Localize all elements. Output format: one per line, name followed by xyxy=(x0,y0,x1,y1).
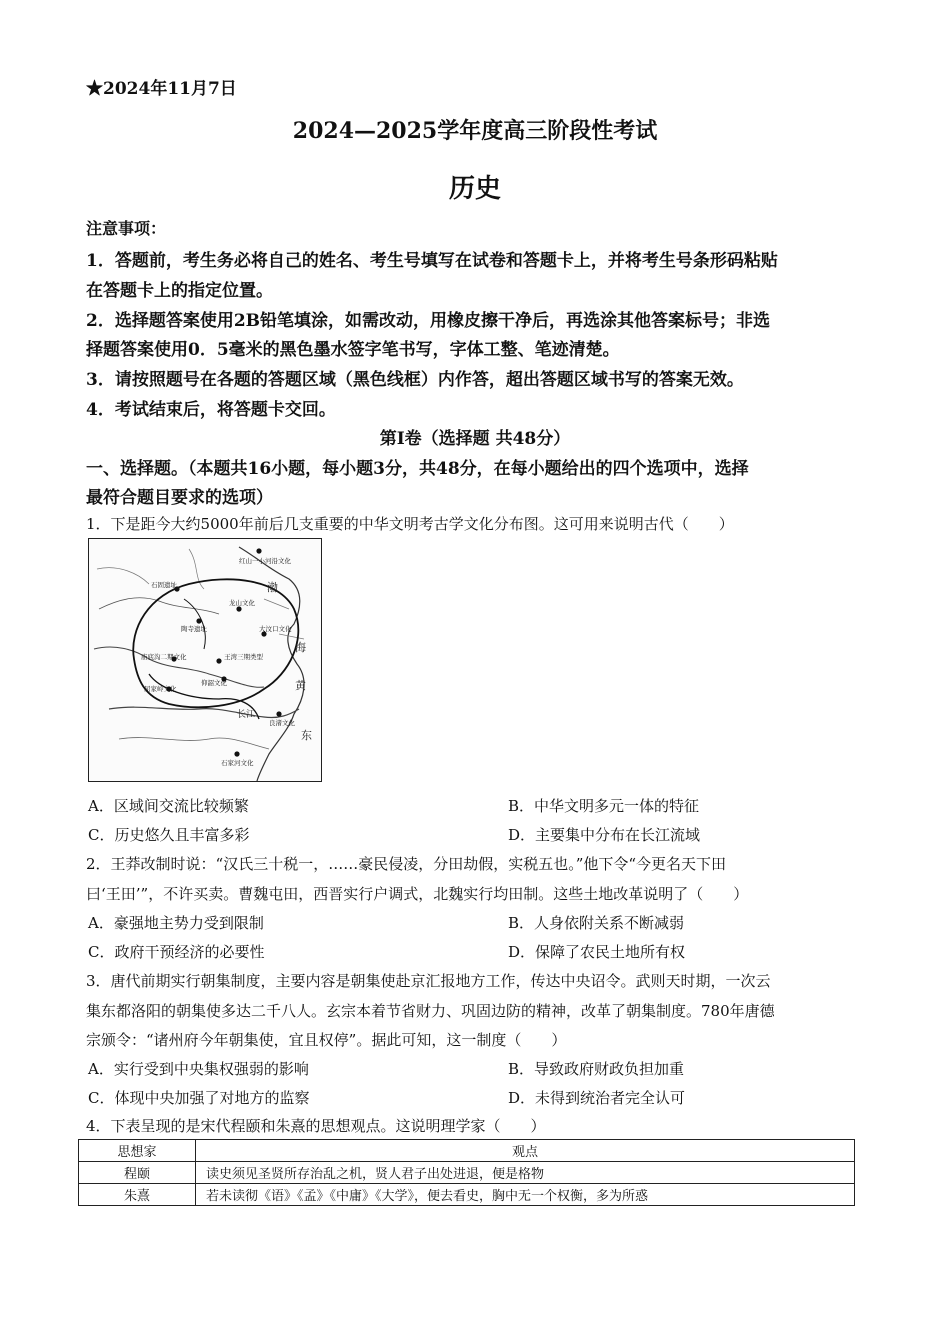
section-instruction: 一、选择题。（本题共16小题，每小题3分，共48分，在每小题给出的四个选项中，选择 xyxy=(86,459,749,479)
map-label: 红山一小河沿文化 xyxy=(239,557,291,565)
table-header-row xyxy=(79,1140,855,1162)
question-3-stem: 宗颁令：“诸州府今年朝集使，宜且权停”。据此可知，这一制度（ ） xyxy=(86,1031,567,1049)
table-cell-thinker: 朱熹 xyxy=(79,1184,196,1206)
question-1-stem: 1．下是距今大约5000年前后几支重要的中华文明考古学文化分布图。这可用来说明古代（ ） xyxy=(86,515,734,533)
question-1-option-d[interactable]: D．主要集中分布在长江流域 xyxy=(508,826,701,844)
map-drawing xyxy=(89,539,321,781)
question-4-stem: 4．下表呈现的是宋代程颐和朱熹的思想观点。这说明理学家（ ） xyxy=(86,1117,546,1135)
notice-line: 2．选择题答案使用2B铅笔填涂，如需改动，用橡皮擦干净后，再选涂其他答案标号；非选 xyxy=(86,311,771,331)
map-label: 良渚文化 xyxy=(269,719,295,727)
question-2-option-b[interactable]: B．人身依附关系不断减弱 xyxy=(508,914,685,932)
question-2-option-d[interactable]: D．保障了农民土地所有权 xyxy=(508,943,686,961)
map-label: 石家河文化 xyxy=(221,759,254,767)
question-3-option-a[interactable]: A．实行受到中央集权强弱的影响 xyxy=(88,1060,309,1078)
question-3-stem: 集东都洛阳的朝集使多达二千八人。玄宗本着节省财力、巩固边防的精神，改革了朝集制度。780年唐德 xyxy=(86,1002,775,1020)
question-2-stem: 2．王莽改制时说：“汉氏三十税一，……豪民侵凌，分田劫假，实税五也。”他下令“今更名天下田 xyxy=(86,855,727,873)
map-label: 仰韶文化 xyxy=(201,679,227,687)
map-label: 海 xyxy=(295,641,306,654)
table-cell-view: 读史须见圣贤所存治乱之机，贤人君子出处进退，便是格物 xyxy=(196,1162,855,1184)
table-header-thinker: 思想家 xyxy=(79,1140,196,1162)
notice-line: 择题答案使用0．5毫米的黑色墨水签字笔书写，字体工整、笔迹清楚。 xyxy=(86,340,620,360)
question-1-option-a[interactable]: A．区域间交流比较频繁 xyxy=(88,797,249,815)
map-label: 庙底沟二期文化 xyxy=(141,653,187,661)
map-label: 王湾三期类型 xyxy=(224,653,263,661)
map-label: 长江 xyxy=(237,710,256,720)
table-header-view: 观点 xyxy=(196,1140,855,1162)
notice-line: 1．答题前，考生务必将自己的姓名、考生号填写在试卷和答题卡上，并将考生号条形码粘贴 xyxy=(86,251,778,271)
question-2-option-a[interactable]: A．豪强地主势力受到限制 xyxy=(88,914,264,932)
question-3-stem: 3．唐代前期实行朝集制度，主要内容是朝集使赴京汇报地方工作，传达中央诏令。武则天时期，一次云 xyxy=(86,972,771,990)
question-3-option-b[interactable]: B．导致政府财政负担加重 xyxy=(508,1060,685,1078)
map-label: 陶寺遗址 xyxy=(181,625,207,633)
notice-line: 3．请按照题号在各题的答题区域（黑色线框）内作答，超出答题区域书写的答案无效。 xyxy=(86,370,744,390)
notice-line: 在答题卡上的指定位置。 xyxy=(86,281,273,301)
exam-subject: 历史 xyxy=(448,174,501,204)
question-1-option-b[interactable]: B．中华文明多元一体的特征 xyxy=(508,797,700,815)
section-title: 第Ⅰ卷（选择题 共48分） xyxy=(379,429,571,449)
map-label: 大汶口文化 xyxy=(259,625,292,633)
table-row xyxy=(79,1184,855,1206)
question-3-option-d[interactable]: D．未得到统治者完全认可 xyxy=(508,1089,686,1107)
table-cell-thinker: 程颐 xyxy=(79,1162,196,1184)
notice-heading: 注意事项： xyxy=(86,219,167,238)
question-1-option-c[interactable]: C．历史悠久且丰富多彩 xyxy=(88,826,250,844)
map-label: 渤 xyxy=(267,581,278,594)
map-label: 龙山文化 xyxy=(229,599,255,607)
map-label: 黄 xyxy=(295,679,306,692)
section-instruction: 最符合题目要求的选项） xyxy=(86,488,273,508)
question-3-option-c[interactable]: C．体现中央加强了对地方的监察 xyxy=(88,1089,310,1107)
map-label: 屈家岭文化 xyxy=(144,685,177,693)
thinker-views-table xyxy=(78,1139,855,1206)
map-label: 东 xyxy=(301,729,312,742)
question-2-stem: 曰‘王田’”，不许买卖。曹魏屯田，西晋实行户调式，北魏实行均田制。这些土地改革说明了（ ） xyxy=(86,885,749,903)
map-label: 石固遗址 xyxy=(151,581,177,589)
table-cell-view: 若未读彻《语》《孟》《中庸》《大学》，便去看史，胸中无一个权衡，多为所惑 xyxy=(196,1184,855,1206)
notice-line: 4．考试结束后，将答题卡交回。 xyxy=(86,400,336,420)
table-row xyxy=(79,1162,855,1184)
question-2-option-c[interactable]: C．政府干预经济的必要性 xyxy=(88,943,265,961)
exam-date: ★2024年11月7日 xyxy=(86,79,237,99)
culture-distribution-map xyxy=(88,538,322,782)
exam-title: 2024—2025学年度高三阶段性考试 xyxy=(292,118,658,144)
